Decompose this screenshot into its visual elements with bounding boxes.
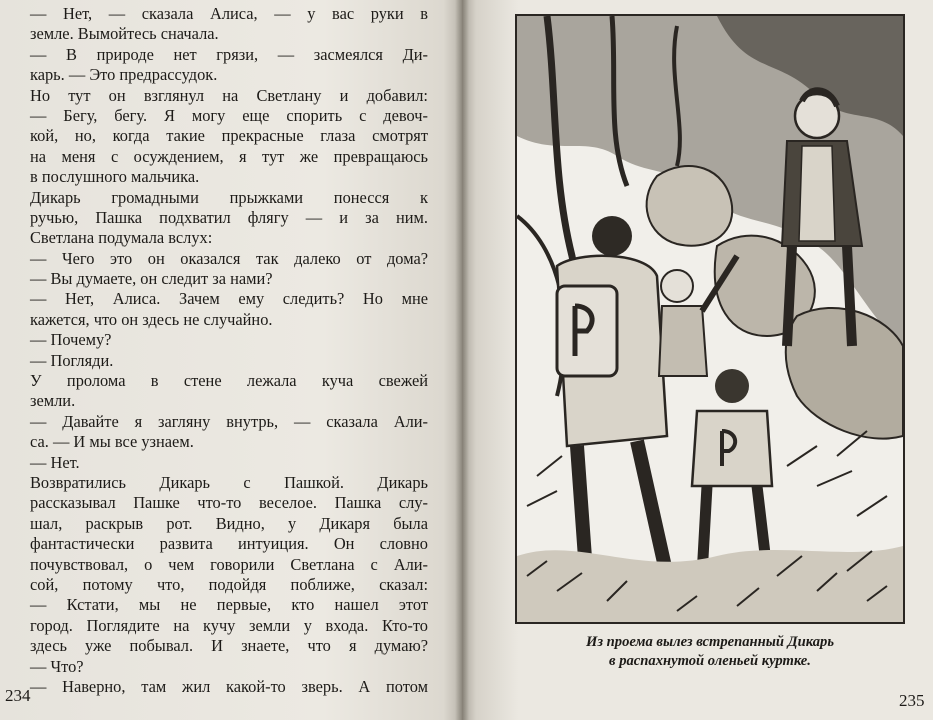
boy-body (659, 306, 707, 376)
text-line: кой, но, когда такие прекрасные глаза смотрят (30, 126, 428, 146)
girl-head (592, 216, 632, 256)
illustration-caption (515, 633, 905, 671)
text-line: кажется, что он здесь не случайно. (30, 309, 273, 329)
ground (517, 546, 903, 622)
text-line: — Почему? (30, 330, 112, 350)
text-line: — Бегу, бегу. Я могу еще спорить с девоч- (30, 105, 428, 125)
illustration-drawing (517, 16, 903, 622)
text-line: — Кстати, мы не первые, кто нашел этот (30, 595, 428, 615)
figure-shirt (799, 146, 835, 241)
text-line: на меня с осуждением, я тут же превращаюсь (30, 146, 428, 166)
text-line: земли. (30, 391, 76, 411)
text-line: почувствовал, о чем говорили Светлана с Али- (30, 554, 428, 574)
caption-line-2: в распахнутой оленьей куртке. (609, 653, 811, 669)
rock (786, 308, 903, 439)
text-line: — Погляди. (30, 350, 114, 370)
text-line: — Чего это он оказался так далеко от дома? (30, 248, 428, 268)
text-line: сой, потому что, подойдя поближе, сказал: (30, 574, 428, 594)
text-line: ручью, Пашка подхватил флягу — и за ним. (30, 207, 428, 227)
boy-head (661, 270, 693, 302)
text-line: — Нет. (30, 452, 80, 472)
illustration (515, 14, 905, 624)
text-line: карь. — Это предрассудок. (30, 65, 218, 85)
text-line: фантастически развита интуиция. Он словно (30, 534, 428, 554)
left-page-text (30, 4, 428, 697)
text-line: шал, раскрыв рот. Видно, у Дикаря была (30, 513, 428, 533)
text-line: — Наверно, там жил какой-то зверь. А потом (30, 676, 428, 696)
text-line: — В природе нет грязи, — засмеялся Ди- (30, 44, 428, 64)
left-page (0, 0, 462, 720)
rock (647, 166, 733, 246)
caption-line-1: Из проема вылез встрепанный Дикарь (585, 634, 835, 650)
text-line: рассказывал Пашке что-то веселое. Пашка слу- (30, 493, 428, 513)
text-line: са. — И мы все узнаем. (30, 432, 194, 452)
book-gutter (455, 0, 469, 720)
right-page (462, 0, 933, 720)
text-line: — Давайте я загляну внутрь, — сказала Али- (30, 411, 428, 431)
text-line: земле. Вымойтесь сначала. (30, 24, 219, 44)
text-line: Но тут он взглянул на Светлану и добавил: (30, 85, 428, 105)
text-line: Возвратились Дикарь с Пашкой. Дикарь (30, 472, 428, 492)
text-line: — Нет, Алиса. Зачем ему следить? Но мне (30, 289, 428, 309)
text-line: — Нет, — сказала Алиса, — у вас руки в (30, 4, 428, 23)
text-line: У пролома в стене лежала куча свежей (30, 371, 428, 391)
small-boy-head (715, 369, 749, 403)
text-line: в послушного мальчика. (30, 167, 200, 187)
right-page-number: 235 (899, 691, 925, 710)
text-line: город. Поглядите на кучу земли у входа. Кто-то (30, 615, 428, 635)
left-page-number: 234 (5, 686, 31, 705)
text-line: здесь уже побывал. И знаете, что я думаю? (30, 636, 428, 656)
text-line: Светлана подумала вслух: (30, 228, 213, 248)
text-line: — Вы думаете, он следит за нами? (30, 269, 273, 289)
text-line: Дикарь громадными прыжками понесся к (30, 187, 428, 207)
text-line: — Что? (30, 656, 84, 676)
